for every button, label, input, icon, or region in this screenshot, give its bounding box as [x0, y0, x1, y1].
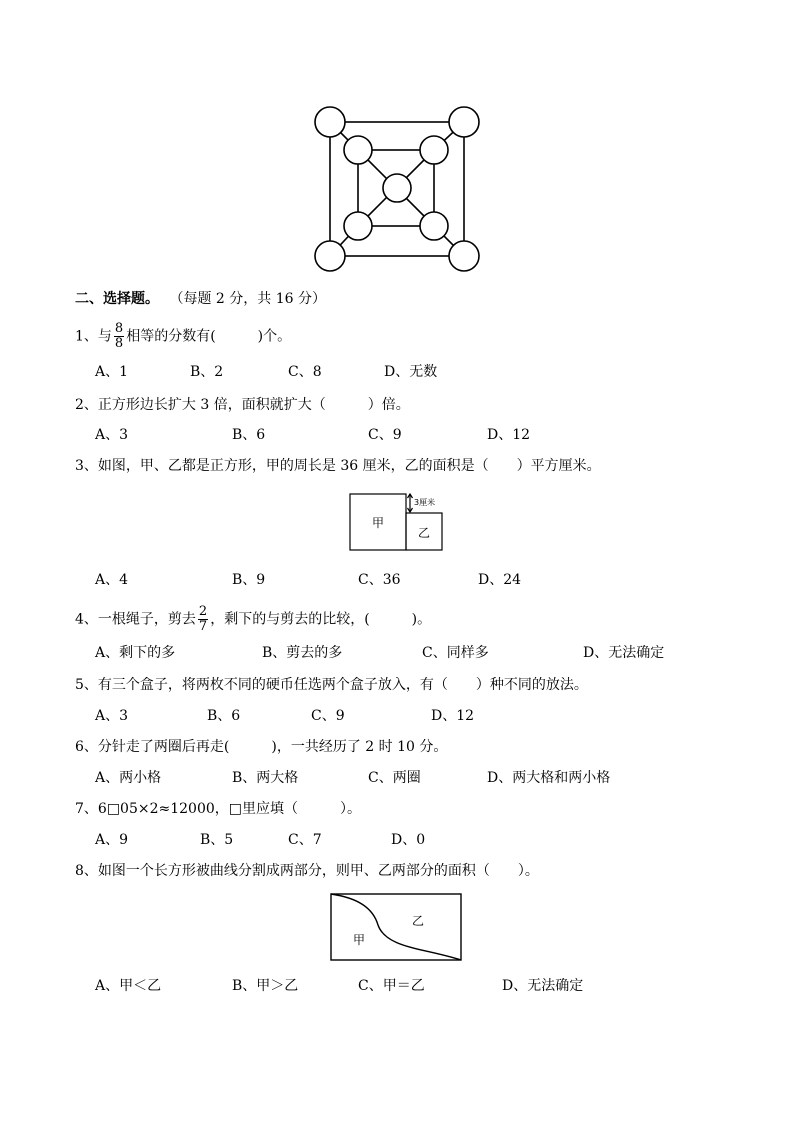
q1-option-c[interactable]: C、8: [288, 364, 322, 380]
fraction-numerator: 8: [114, 321, 124, 336]
q2-option-b[interactable]: B、6: [232, 427, 266, 443]
q1-option-d[interactable]: D、无数: [384, 364, 438, 380]
question-2: 2、正方形边长扩大 3 倍，面积就扩大（ ）倍。: [75, 397, 410, 413]
q6-option-a[interactable]: A、两小格: [95, 770, 162, 786]
nested-squares-figure: [310, 100, 485, 275]
fraction-2-7: [198, 605, 208, 634]
q1-option-a[interactable]: A、1: [95, 364, 129, 380]
label-3cm: 3厘米: [414, 498, 436, 507]
q5-option-d[interactable]: D、12: [431, 708, 475, 724]
section-title: 二、选择题。: [75, 291, 159, 307]
q6-option-c[interactable]: C、两圈: [368, 770, 421, 786]
q4-option-c[interactable]: C、同样多: [422, 645, 489, 661]
q5-option-c[interactable]: C、9: [311, 708, 345, 724]
q3-option-c[interactable]: C、36: [358, 572, 401, 588]
q8-option-d[interactable]: D、无法确定: [502, 978, 584, 994]
fraction-numerator: 2: [198, 604, 208, 619]
label-jia: 甲: [353, 933, 366, 947]
label-yi: 乙: [418, 526, 431, 540]
q8-option-a[interactable]: A、甲＜乙: [95, 978, 162, 994]
q2-option-d[interactable]: D、12: [487, 427, 531, 443]
section-header: [75, 288, 326, 308]
question-8: 8、如图一个长方形被曲线分割成两部分，则甲、乙两部分的面积（ ）。: [75, 863, 539, 879]
question-4: [75, 604, 432, 634]
label-jia: 甲: [372, 516, 385, 530]
question-6: 6、分针走了两圈后再走( )，一共经历了 2 时 10 分。: [75, 739, 448, 755]
q7-option-b[interactable]: B、5: [200, 832, 234, 848]
q2-option-c[interactable]: C、9: [368, 427, 402, 443]
rectangle-curve-figure: [328, 890, 466, 965]
q4-option-d[interactable]: D、无法确定: [583, 645, 665, 661]
question-4-pre: 4、一根绳子，剪去: [75, 611, 196, 628]
q5-option-a[interactable]: A、3: [95, 708, 129, 724]
question-1-post: 相等的分数有( )个。: [126, 328, 292, 345]
q7-option-c[interactable]: C、7: [288, 832, 322, 848]
q2-option-a[interactable]: A、3: [95, 427, 129, 443]
q4-option-a[interactable]: A、剩下的多: [95, 645, 176, 661]
q7-option-a[interactable]: A、9: [95, 832, 129, 848]
fraction-denominator: 7: [198, 619, 208, 634]
label-yi: 乙: [412, 914, 425, 928]
fraction-denominator: 8: [114, 336, 124, 351]
q6-option-b[interactable]: B、两大格: [232, 770, 299, 786]
q3-option-a[interactable]: A、4: [95, 572, 129, 588]
question-3: 3、如图，甲、乙都是正方形，甲的周长是 36 厘米，乙的面积是（ ）平方厘米。: [75, 458, 601, 474]
q4-option-b[interactable]: B、剪去的多: [262, 645, 343, 661]
question-1-pre: 1、与: [75, 328, 112, 345]
question-1: [75, 321, 292, 351]
q7-option-d[interactable]: D、0: [391, 832, 426, 848]
section-note: （每题 2 分，共 16 分）: [169, 291, 326, 307]
q5-option-b[interactable]: B、6: [207, 708, 241, 724]
squares-figure: [346, 490, 451, 555]
q3-option-d[interactable]: D、24: [478, 572, 522, 588]
q1-option-b[interactable]: B、2: [190, 364, 224, 380]
q3-option-b[interactable]: B、9: [232, 572, 266, 588]
question-4-post: ，剩下的与剪去的比较，( )。: [210, 611, 432, 628]
q8-option-c[interactable]: C、甲＝乙: [358, 978, 425, 994]
q6-option-d[interactable]: D、两大格和两小格: [487, 770, 611, 786]
question-7: 7、6□05×2≈12000，□里应填（ ）。: [75, 801, 361, 817]
q8-option-b[interactable]: B、甲＞乙: [232, 978, 299, 994]
fraction-8-8: [114, 322, 124, 351]
question-5: 5、有三个盒子，将两枚不同的硬币任选两个盒子放入，有（ ）种不同的放法。: [75, 677, 588, 693]
